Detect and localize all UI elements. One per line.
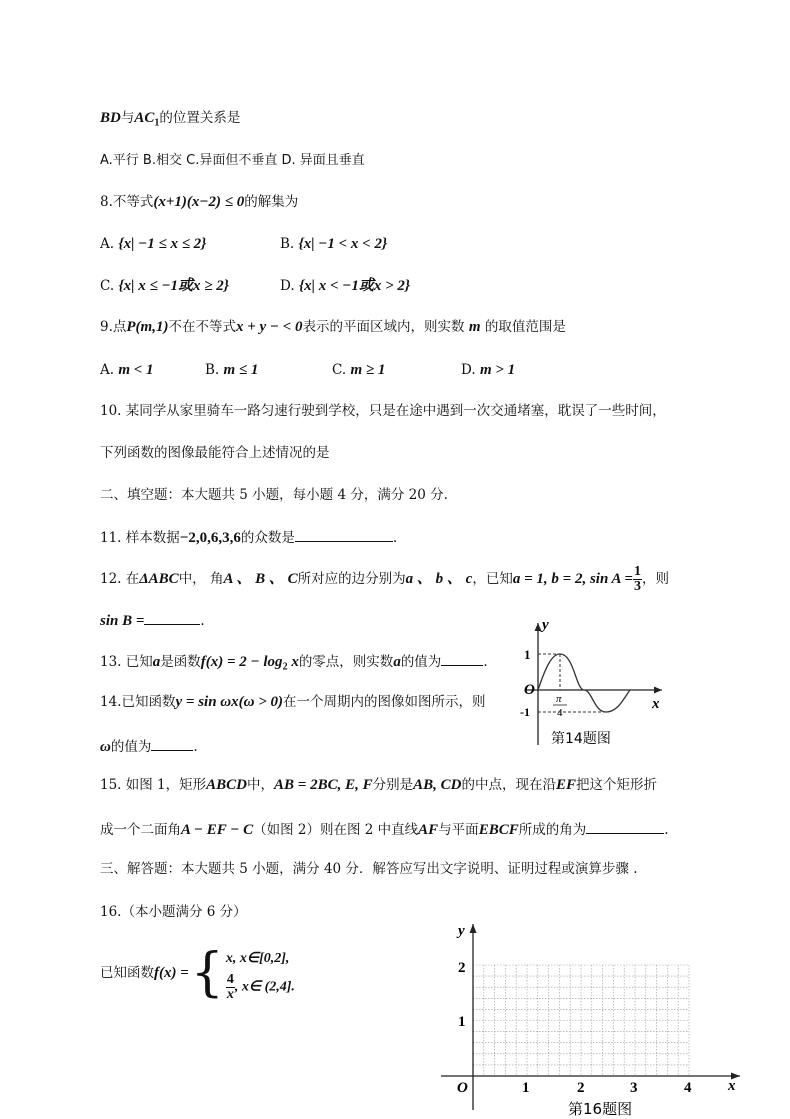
q8-c: {x| x ≤ −1或x ≥ 2} xyxy=(118,278,229,294)
q12-tri: ΔABC xyxy=(139,571,179,587)
q12-angles: A 、 B 、 C xyxy=(223,571,298,587)
q12-sinb: sin B = xyxy=(100,613,145,629)
q9-c-label: C. xyxy=(332,362,347,378)
q16-stem xyxy=(100,945,295,1001)
q15-answer-blank[interactable] xyxy=(586,819,664,834)
q15-plane: EBCF xyxy=(478,822,519,838)
q13-end: . xyxy=(483,654,488,670)
q9-c: m ≥ 1 xyxy=(350,362,386,378)
fig16-xtick-2: 2 xyxy=(577,1080,585,1096)
fig14-tick-1: 1 xyxy=(524,647,531,662)
q7-rest: 的位置关系是 xyxy=(159,110,241,126)
q12-mid2: 所对应的边分别为 xyxy=(297,571,406,587)
q9-point: P(m,1) xyxy=(126,319,169,335)
fig14-pi: π xyxy=(556,693,562,705)
fig14-four: 4 xyxy=(557,707,563,719)
q15-line2-a: 成一个二面角 xyxy=(100,822,181,838)
q12-den: 3 xyxy=(633,579,641,594)
fig14-tick-neg1: -1 xyxy=(520,705,530,719)
q8-d-label: D. xyxy=(280,278,295,294)
q15-mid2: 分别是 xyxy=(372,777,414,793)
fig14-x-arrow xyxy=(654,687,662,694)
figure-14 xyxy=(510,615,670,750)
q16-brace: { xyxy=(190,943,224,1003)
q14-func: y = sin ωx(ω > 0) xyxy=(175,694,284,710)
q14-answer-blank[interactable] xyxy=(151,736,193,751)
q16-prefix: 已知函数 xyxy=(100,965,154,981)
fig14-y-arrow xyxy=(535,623,542,631)
q7-bd: BD xyxy=(100,110,121,126)
q12-sides: a 、 b 、 c xyxy=(405,571,473,587)
figure-16 xyxy=(438,918,748,1119)
q7-a: A xyxy=(134,110,145,126)
q9-b-label: B. xyxy=(205,362,220,378)
q9-mid: 不在不等式 xyxy=(168,319,236,335)
fig16-caption: 第16题图 xyxy=(568,1100,633,1118)
fig16-x-label: x xyxy=(728,1078,736,1094)
q7-stem xyxy=(100,109,240,133)
q8-suffix: 的解集为 xyxy=(244,194,299,210)
q14-omega: ω xyxy=(100,739,111,755)
q15-mid1: 中， xyxy=(247,777,275,793)
q9-b: m ≤ 1 xyxy=(223,362,259,378)
q11-stem xyxy=(100,527,397,547)
q14-tail: 的值为 xyxy=(110,739,152,755)
q8-option-a xyxy=(100,235,206,253)
q13-a2: a xyxy=(393,654,401,670)
q16-case2-frac xyxy=(226,973,235,1002)
q9-option-a xyxy=(100,361,154,379)
q9-option-d xyxy=(461,361,515,379)
q15-line2-c: 与平面 xyxy=(438,822,479,838)
q15-prefix: 15. 如图 1，矩形 xyxy=(100,777,207,793)
q16-case1-text: x, x∈[0,2], xyxy=(225,951,290,966)
q15-line2-b: （如图 2）则在图 2 中直线 xyxy=(253,822,419,838)
q13-base: 2 xyxy=(282,661,288,673)
q13-stem xyxy=(100,651,488,677)
fig16-xtick-4: 4 xyxy=(684,1080,692,1096)
q9-stem xyxy=(100,318,566,336)
q8-a: {x| −1 ≤ x ≤ 2} xyxy=(118,236,207,252)
q16-case2 xyxy=(226,973,295,1001)
fig16-origin: O xyxy=(457,1080,468,1096)
q13-prefix: 13. 已知 xyxy=(100,654,153,670)
q9-a-label: A. xyxy=(100,362,115,378)
q14-line2 xyxy=(100,736,198,756)
q15-segs: AB, CD xyxy=(413,777,462,793)
q13-x: x xyxy=(287,654,299,670)
q7-yu: 与 xyxy=(120,110,135,126)
q12-num: 1 xyxy=(633,564,641,579)
q13-tail: 的值为 xyxy=(400,654,442,670)
q15-af: AF xyxy=(418,822,439,838)
q9-ineq: x + y − < 0 xyxy=(235,319,303,335)
q16-case2-num: 4 xyxy=(226,972,234,987)
q10-line1: 10. 某同学从家里骑车一路匀速行驶到学校，只是在途中遇到一次交通堵塞，耽误了一些时间， xyxy=(100,403,666,419)
q8-option-d xyxy=(280,277,410,295)
fig16-ytick-2: 2 xyxy=(458,960,466,976)
q14-end: . xyxy=(193,739,198,755)
q12-fraction xyxy=(633,565,642,594)
q15-mid3: 的中点，现在沿 xyxy=(461,777,556,793)
q8-expr: (x+1)(x−2) ≤ 0 xyxy=(153,194,245,210)
section3-heading: 三、解答题：本大题共 5 小题，满分 40 分．解答应写出文字说明、证明过程或演算步骤 . xyxy=(100,861,638,877)
q12-stem xyxy=(100,565,669,594)
q15-tail1: 把这个矩形折 xyxy=(575,777,657,793)
q16-heading: 16.（本小题满分 6 分） xyxy=(100,904,247,920)
q15-line2 xyxy=(100,819,669,839)
q15-dihedral: A − EF − C xyxy=(181,822,254,838)
q15-ef: EF xyxy=(555,777,576,793)
q16-case2-den: x xyxy=(226,987,234,1002)
q8-c-label: C. xyxy=(100,278,115,294)
q12-mid3: ，已知 xyxy=(472,571,513,587)
q12-answer-blank[interactable] xyxy=(144,610,200,625)
q9-var: m xyxy=(468,319,481,335)
q15-end: . xyxy=(664,822,669,838)
q11-answer-blank[interactable] xyxy=(295,527,393,542)
q13-suffix: 的零点，则实数 xyxy=(298,654,394,670)
fig16-grid xyxy=(473,965,689,1076)
fig14-origin: O xyxy=(524,682,535,698)
q9-d: m > 1 xyxy=(479,362,516,378)
q13-a: a xyxy=(152,654,161,670)
q14-prefix: 14.已知函数 xyxy=(100,694,176,710)
fig16-ytick-1: 1 xyxy=(458,1014,466,1030)
fig14-caption: 第14题图 xyxy=(551,731,611,747)
q7-sub: 1 xyxy=(154,117,160,129)
fig14-sine-curve xyxy=(538,654,630,712)
q14-suffix: 在一个周期内的图像如图所示，则 xyxy=(283,694,486,710)
q13-mid: 是函数 xyxy=(160,654,201,670)
q12-mid1: 中， 角 xyxy=(178,571,224,587)
fig14-x-label: x xyxy=(652,696,660,712)
q16-cases xyxy=(226,945,295,1001)
q7-c: C xyxy=(144,110,155,126)
fig16-xtick-3: 3 xyxy=(630,1080,638,1096)
q10-line2: 下列函数的图像最能符合上述情况的是 xyxy=(100,445,330,461)
section2-heading: 二、填空题：本大题共 5 小题，每小题 4 分，满分 20 分. xyxy=(100,487,448,503)
q13-func: f(x) = 2 − log xyxy=(200,654,283,670)
q16-func: f(x) = xyxy=(154,965,189,981)
q11-data: −2,0,6,3,6 xyxy=(179,530,241,546)
q9-tail: 的取值范围是 xyxy=(484,319,566,335)
q14-stem xyxy=(100,693,486,711)
q8-b: {x| −1 < x < 2} xyxy=(298,236,388,252)
q12-line2 xyxy=(100,610,205,630)
q8-option-c xyxy=(100,277,229,295)
q9-option-b xyxy=(205,361,258,379)
q7-options: A.平行 B.相交 C.异面但不垂直 D. 异面且垂直 xyxy=(100,153,365,168)
fig16-y-arrow xyxy=(470,924,477,933)
q9-a: m < 1 xyxy=(118,362,154,378)
q8-stem xyxy=(100,193,298,211)
q9-prefix: 9.点 xyxy=(100,319,127,335)
fig16-xtick-1: 1 xyxy=(522,1080,530,1096)
q15-rect: ABCD xyxy=(206,777,248,793)
q11-suffix: 的众数是 xyxy=(240,530,295,546)
q15-cond: AB = 2BC, E, F xyxy=(274,777,373,793)
q8-prefix: 8.不等式 xyxy=(100,194,154,210)
q15-stem xyxy=(100,776,657,794)
q16-case1 xyxy=(226,945,295,973)
fig14-y-label: y xyxy=(542,617,549,633)
q12-prefix: 12. 在 xyxy=(100,571,140,587)
q12-tail: ，则 xyxy=(641,571,669,587)
q11-prefix: 11. 样本数据 xyxy=(100,530,180,546)
q8-option-b xyxy=(280,235,387,253)
fig16-y-label: y xyxy=(458,923,465,939)
q12-given: a = 1, b = 2, sin A = xyxy=(512,571,633,587)
q9-d-label: D. xyxy=(461,362,476,378)
q9-option-c xyxy=(332,361,385,379)
q9-suffix: 表示的平面区域内，则实数 xyxy=(302,319,465,335)
q8-d: {x| x < −1或x > 2} xyxy=(298,278,411,294)
q8-a-label: A. xyxy=(100,236,115,252)
q8-b-label: B. xyxy=(280,236,295,252)
q15-line2-d: 所成的角为 xyxy=(518,822,587,838)
q13-answer-blank[interactable] xyxy=(441,651,483,666)
q12-end: . xyxy=(200,613,205,629)
q16-case2-text: , x∈ (2,4]. xyxy=(234,979,295,995)
q11-end: . xyxy=(392,530,398,546)
